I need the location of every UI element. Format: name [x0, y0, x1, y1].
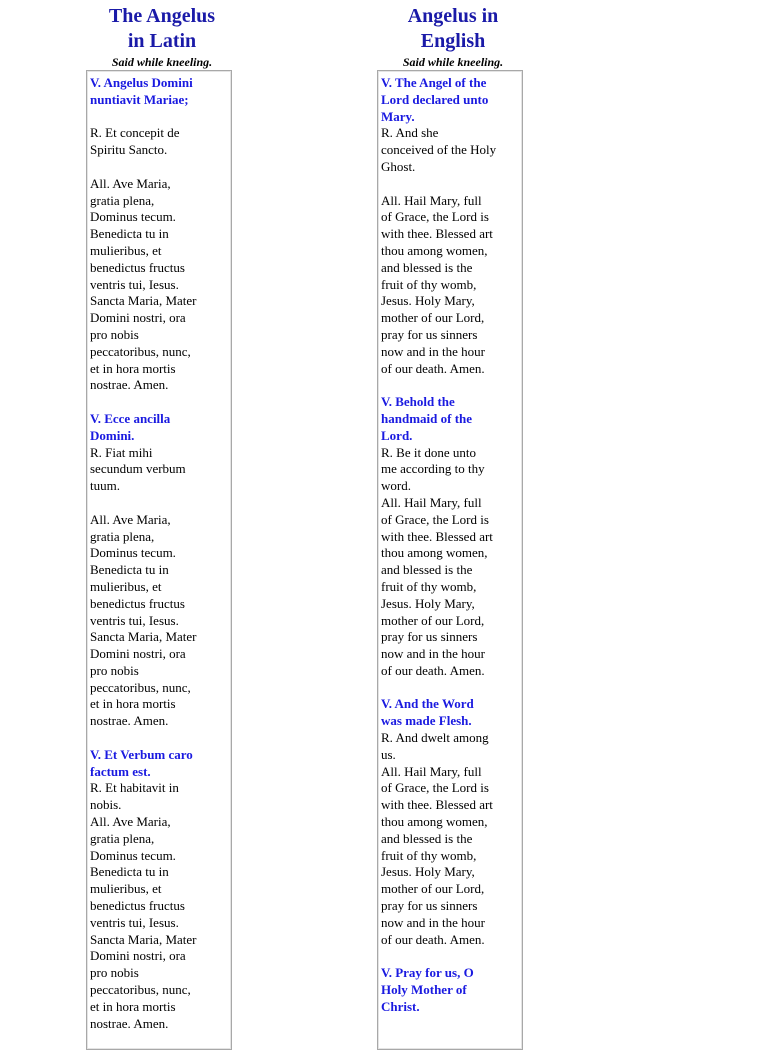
versicle-line: V. Et Verbum caro — [90, 746, 193, 762]
versicle-block — [90, 75, 228, 109]
all-prayer-line: Benedicta tu in — [90, 864, 169, 880]
response-line: secundum verbum — [90, 461, 186, 477]
response-line: us. — [381, 746, 396, 762]
latin-subtitle: Said while kneeling. — [111, 55, 213, 69]
paragraph-spacer — [381, 680, 519, 697]
paragraph-spacer — [381, 377, 519, 394]
all-prayer-line: pro nobis — [90, 662, 139, 678]
versicle-line: factum est. — [90, 763, 151, 779]
all-prayer-line: nostrae. Amen. — [90, 377, 169, 393]
all-prayer-line: Sancta Maria, Mater — [90, 293, 197, 309]
english-title-line-1: Angelus in — [407, 5, 499, 27]
all-prayer-block — [381, 495, 519, 680]
all-prayer-line: peccatoribus, nunc, — [90, 679, 191, 695]
response-line: tuum. — [90, 478, 120, 494]
english-title-line-2: English — [420, 30, 486, 52]
latin-prayer-text — [90, 75, 228, 1032]
versicle-block — [90, 411, 228, 445]
all-prayer-line: All. Ave Maria, — [90, 175, 171, 191]
paragraph-spacer — [90, 730, 228, 747]
versicle-line: V. Pray for us, O — [381, 965, 474, 981]
versicle-block — [381, 965, 519, 1015]
versicle-line: Domini. — [90, 427, 135, 443]
versicle-line: was made Flesh. — [381, 713, 472, 729]
versicle-line: V. Behold the — [381, 394, 455, 410]
latin-column — [86, 0, 238, 1031]
all-prayer-line: Dominus tecum. — [90, 209, 176, 225]
paragraph-spacer — [90, 159, 228, 176]
all-prayer-line: Jesus. Holy Mary, — [381, 293, 475, 309]
english-prayer-box — [377, 70, 523, 1050]
all-prayer-line: et in hora mortis — [90, 998, 176, 1014]
response-block — [90, 125, 228, 159]
response-line: Spiritu Sancto. — [90, 142, 168, 158]
latin-title — [86, 4, 238, 54]
all-prayer-line: pray for us sinners — [381, 326, 478, 342]
all-prayer-line: nostrae. Amen. — [90, 713, 169, 729]
english-prayer-text — [381, 75, 519, 1016]
response-block — [381, 125, 519, 175]
english-column — [377, 0, 529, 1014]
all-prayer-line: All. Hail Mary, full — [381, 192, 482, 208]
all-prayer-block — [90, 512, 228, 730]
all-prayer-line: now and in the hour — [381, 646, 485, 662]
all-prayer-line: Sancta Maria, Mater — [90, 931, 197, 947]
all-prayer-line: Domini nostri, ora — [90, 310, 186, 326]
response-line: R. Et habitavit in — [90, 780, 179, 796]
response-line: nobis. — [90, 797, 122, 813]
all-prayer-line: fruit of thy womb, — [381, 847, 477, 863]
all-prayer-line: of our death. Amen. — [381, 662, 485, 678]
all-prayer-line: now and in the hour — [381, 914, 485, 930]
versicle-line: V. And the Word — [381, 696, 474, 712]
all-prayer-line: All. Ave Maria, — [90, 814, 171, 830]
paragraph-spacer — [90, 495, 228, 512]
all-prayer-line: with thee. Blessed art — [381, 226, 493, 242]
all-prayer-line: benedictus fructus — [90, 898, 185, 914]
all-prayer-line: et in hora mortis — [90, 696, 176, 712]
all-prayer-line: of our death. Amen. — [381, 360, 485, 376]
response-block — [90, 780, 228, 814]
response-line: me according to thy — [381, 461, 485, 477]
response-line: Ghost. — [381, 158, 416, 174]
response-line: word. — [381, 478, 411, 494]
all-prayer-line: thou among women, — [381, 545, 488, 561]
all-prayer-line: of Grace, the Lord is — [381, 209, 489, 225]
versicle-line: Holy Mother of — [381, 982, 467, 998]
all-prayer-line: Sancta Maria, Mater — [90, 629, 197, 645]
all-prayer-line: peccatoribus, nunc, — [90, 343, 191, 359]
all-prayer-line: pray for us sinners — [381, 898, 478, 914]
all-prayer-line: thou among women, — [381, 242, 488, 258]
latin-prayer-box — [86, 70, 232, 1050]
response-block — [381, 445, 519, 495]
all-prayer-line: ventris tui, Iesus. — [90, 914, 179, 930]
all-prayer-line: of Grace, the Lord is — [381, 511, 489, 527]
all-prayer-line: All. Ave Maria, — [90, 511, 171, 527]
all-prayer-line: of Grace, the Lord is — [381, 780, 489, 796]
english-title — [377, 4, 529, 54]
paragraph-spacer — [381, 176, 519, 193]
all-prayer-line: fruit of thy womb, — [381, 578, 477, 594]
all-prayer-block — [90, 814, 228, 1032]
all-prayer-line: et in hora mortis — [90, 360, 176, 376]
all-prayer-line: Benedicta tu in — [90, 562, 169, 578]
all-prayer-line: and blessed is the — [381, 259, 473, 275]
response-line: R. Be it done unto — [381, 444, 476, 460]
response-line: R. Fiat mihi — [90, 444, 153, 460]
all-prayer-line: ventris tui, Iesus. — [90, 612, 179, 628]
all-prayer-line: with thee. Blessed art — [381, 797, 493, 813]
all-prayer-line: and blessed is the — [381, 562, 473, 578]
versicle-line: Mary. — [381, 108, 415, 124]
all-prayer-line: mulieribus, et — [90, 242, 162, 258]
paragraph-spacer — [90, 109, 228, 126]
all-prayer-line: mulieribus, et — [90, 881, 162, 897]
versicle-line: Christ. — [381, 998, 420, 1014]
versicle-line: V. Angelus Domini — [90, 75, 193, 90]
versicle-line: nuntiavit Mariae; — [90, 91, 189, 107]
versicle-line: V. Ecce ancilla — [90, 410, 171, 426]
all-prayer-line: gratia plena, — [90, 192, 155, 208]
versicle-block — [381, 696, 519, 730]
all-prayer-line: peccatoribus, nunc, — [90, 982, 191, 998]
all-prayer-line: Jesus. Holy Mary, — [381, 864, 475, 880]
all-prayer-line: thou among women, — [381, 814, 488, 830]
response-line: conceived of the Holy — [381, 142, 497, 158]
paragraph-spacer — [90, 394, 228, 411]
all-prayer-line: mother of our Lord, — [381, 612, 485, 628]
all-prayer-line: mother of our Lord, — [381, 310, 485, 326]
all-prayer-line: Dominus tecum. — [90, 545, 176, 561]
all-prayer-line: gratia plena, — [90, 528, 155, 544]
all-prayer-block — [90, 176, 228, 394]
versicle-line: Lord declared unto — [381, 91, 489, 107]
response-line: R. And dwelt among — [381, 730, 489, 746]
paragraph-spacer — [381, 948, 519, 965]
all-prayer-line: now and in the hour — [381, 343, 485, 359]
english-subtitle: Said while kneeling. — [402, 55, 504, 69]
all-prayer-line: Domini nostri, ora — [90, 646, 186, 662]
response-line: R. Et concepit de — [90, 125, 180, 141]
all-prayer-block — [381, 764, 519, 949]
all-prayer-line: fruit of thy womb, — [381, 276, 477, 292]
all-prayer-line: benedictus fructus — [90, 259, 185, 275]
all-prayer-line: All. Hail Mary, full — [381, 494, 482, 510]
latin-title-line-1: The Angelus — [108, 5, 216, 27]
all-prayer-line: pro nobis — [90, 965, 139, 981]
versicle-block — [381, 394, 519, 444]
all-prayer-line: and blessed is the — [381, 830, 473, 846]
versicle-block — [90, 747, 228, 781]
all-prayer-line: mother of our Lord, — [381, 881, 485, 897]
all-prayer-line: nostrae. Amen. — [90, 1015, 169, 1031]
response-block — [90, 445, 228, 495]
all-prayer-line: Benedicta tu in — [90, 226, 169, 242]
all-prayer-line: gratia plena, — [90, 830, 155, 846]
all-prayer-line: Dominus tecum. — [90, 847, 176, 863]
all-prayer-line: pray for us sinners — [381, 629, 478, 645]
all-prayer-line: All. Hail Mary, full — [381, 763, 482, 779]
all-prayer-line: pro nobis — [90, 326, 139, 342]
versicle-block — [381, 75, 519, 125]
latin-title-line-2: in Latin — [127, 30, 197, 52]
all-prayer-line: ventris tui, Iesus. — [90, 276, 179, 292]
versicle-line: V. The Angel of the — [381, 75, 487, 90]
all-prayer-line: benedictus fructus — [90, 595, 185, 611]
all-prayer-line: with thee. Blessed art — [381, 528, 493, 544]
all-prayer-line: of our death. Amen. — [381, 931, 485, 947]
all-prayer-block — [381, 193, 519, 378]
all-prayer-line: mulieribus, et — [90, 578, 162, 594]
versicle-line: handmaid of the — [381, 410, 473, 426]
all-prayer-line: Jesus. Holy Mary, — [381, 595, 475, 611]
all-prayer-line: Domini nostri, ora — [90, 948, 186, 964]
versicle-line: Lord. — [381, 427, 413, 443]
response-block — [381, 730, 519, 764]
response-line: R. And she — [381, 125, 439, 141]
